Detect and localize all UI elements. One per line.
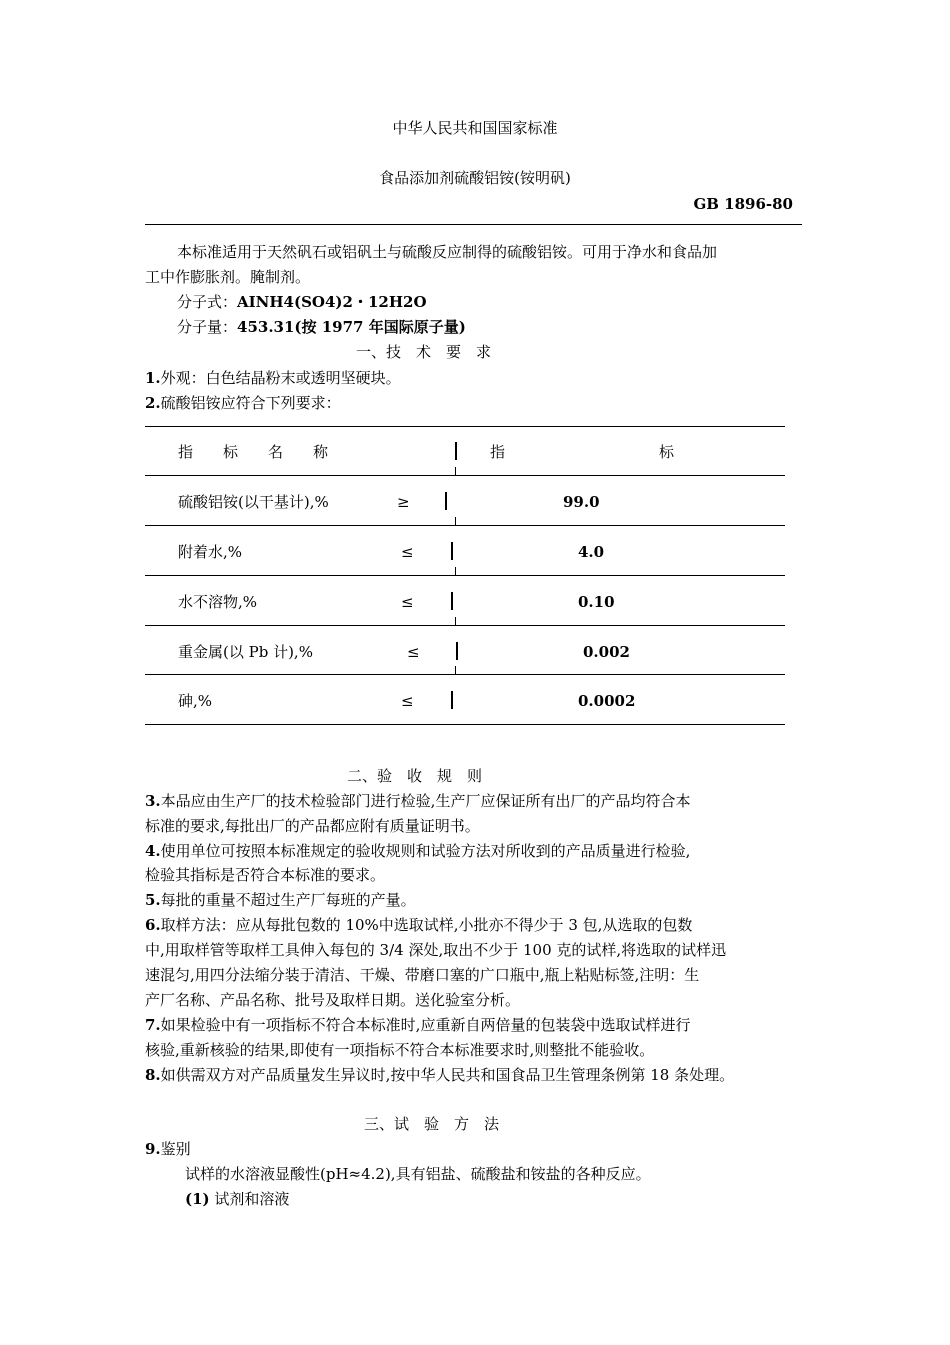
table-row-operator: ≤ [401, 593, 414, 611]
table-rule [145, 674, 785, 675]
table-rule [145, 625, 785, 626]
standard-code: GB 1896-80 [693, 195, 793, 213]
weight-value: 453.31(按 1977 年国际原子量) [237, 318, 466, 336]
clause-6-line-2: 中,用取样管等取样工具伸入每包的 3/4 深处,取出不少于 100 克的试样,将选取的试样迅 [145, 941, 727, 959]
column-divider [445, 492, 447, 510]
clause-3-line-1 [145, 791, 690, 811]
table-header-value-right: 标 [659, 443, 675, 461]
column-tick [455, 467, 456, 475]
clause-8-line-1 [145, 1065, 734, 1085]
clause-9-label: 鉴别 [160, 1140, 191, 1158]
table-row-operator: ≤ [401, 692, 414, 710]
scope-line-2: 工中作膨胀剂。腌制剂。 [145, 268, 311, 286]
table-row-name-text: 重金属(以 Pb 计),% [178, 643, 313, 661]
section-2-title: 二、验 收 规 则 [347, 767, 483, 785]
column-tick [455, 567, 456, 575]
table-row-name: 水不溶物,% [178, 593, 258, 611]
table-rule [145, 575, 785, 576]
clause-6-line-1 [145, 915, 692, 935]
column-tick [455, 517, 456, 525]
table-row-value: 99.0 [563, 493, 600, 511]
document-title: 食品添加剂硫酸铝铵(铵明矾) [379, 169, 571, 187]
table-rule [145, 475, 785, 476]
header-divider [145, 224, 802, 225]
clause-8-text: 如供需双方对产品质量发生异议时,按中华人民共和国食品卫生管理条例第 18 条处理。 [160, 1066, 735, 1084]
table-row-value: 4.0 [578, 543, 605, 561]
clause-8-number: 8. [145, 1066, 161, 1084]
item-2 [145, 393, 341, 413]
clause-7-line-2: 核验,重新核验的结果,即使有一项指标不符合本标准要求时,则整批不能验收。 [145, 1041, 655, 1059]
table-row-operator: ≤ [401, 543, 414, 561]
table-row-value: 0.0002 [578, 692, 636, 710]
table-rule [145, 426, 785, 427]
section-3-title: 三、试 验 方 法 [364, 1115, 500, 1133]
table-row-operator: ≥ [397, 493, 410, 511]
table-rule [145, 724, 785, 725]
clause-5-text: 每批的重量不超过生产厂每班的产量。 [160, 891, 416, 909]
clause-7-line-1 [145, 1015, 690, 1035]
column-divider [451, 691, 453, 709]
table-rule [145, 525, 785, 526]
clause-3-line-2: 标准的要求,每批出厂的产品都应附有质量证明书。 [145, 817, 480, 835]
section-1-title: 一、技 术 要 求 [356, 343, 492, 361]
scope-line-1: 本标准适用于天然矾石或铝矾土与硫酸反应制得的硫酸铝铵。可用于净水和食品加 [177, 243, 718, 261]
subclause-1-text: 试剂和溶液 [214, 1190, 290, 1208]
table-row-name: 砷,% [178, 692, 213, 710]
table-header-name: 指 标 名 称 [178, 443, 329, 461]
item-1-text: 外观：白色结晶粉末或透明坚硬块。 [160, 369, 401, 387]
molecular-formula [177, 292, 427, 312]
clause-7-number: 7. [145, 1016, 161, 1034]
weight-label: 分子量： [177, 318, 238, 336]
clause-9-text: 试样的水溶液显酸性(pH≈4.2),具有铝盐、硫酸盐和铵盐的各种反应。 [185, 1165, 651, 1183]
clause-5-line-1 [145, 890, 416, 910]
item-1 [145, 368, 401, 388]
column-divider [455, 442, 457, 460]
item-2-text: 硫酸铝铵应符合下列要求： [160, 394, 341, 412]
formula-label: 分子式： [177, 293, 238, 311]
subclause-1-number: (1) [185, 1190, 210, 1208]
clause-7-text: 如果检验中有一项指标不符合本标准时,应重新自两倍量的包装袋中选取试样进行 [160, 1016, 691, 1034]
molecular-weight [177, 317, 466, 337]
formula-value: AINH4(SO4)2・12H2O [237, 293, 427, 311]
clause-6-number: 6. [145, 916, 161, 934]
clause-5-number: 5. [145, 891, 161, 909]
table-row-name: 附着水,% [178, 543, 243, 561]
clause-6-line-4: 产厂名称、产品名称、批号及取样日期。送化验室分析。 [145, 991, 521, 1009]
clause-3-text: 本品应由生产厂的技术检验部门进行检验,生产厂应保证所有出厂的产品均符合本 [160, 792, 691, 810]
table-header-value-left: 指 [490, 443, 506, 461]
table-row-name: 硫酸铝铵(以干基计),% [178, 493, 329, 511]
clause-6-text: 取样方法：应从每批包数的 10%中选取试样,小批亦不得少于 3 包,从选取的包数 [160, 916, 693, 934]
column-divider [456, 642, 458, 660]
column-tick [455, 666, 456, 674]
column-tick [455, 617, 456, 625]
table-row-name [178, 642, 313, 662]
clause-9-number: 9. [145, 1140, 161, 1158]
clause-4-number: 4. [145, 842, 161, 860]
column-divider [451, 592, 453, 610]
item-1-number: 1. [145, 369, 161, 387]
table-row-value: 0.10 [578, 593, 615, 611]
standard-org: 中华人民共和国国家标准 [392, 119, 558, 137]
column-divider [451, 542, 453, 560]
clause-4-text: 使用单位可按照本标准规定的验收规则和试验方法对所收到的产品质量进行检验, [160, 842, 691, 860]
clause-6-line-3: 速混匀,用四分法缩分装于清洁、干燥、带磨口塞的广口瓶中,瓶上粘贴标签,注明：生 [145, 966, 700, 984]
table-row-operator: ≤ [407, 643, 420, 661]
table-row-value: 0.002 [583, 643, 630, 661]
clause-3-number: 3. [145, 792, 161, 810]
item-2-number: 2. [145, 394, 161, 412]
clause-4-line-2: 检验其指标是否符合本标准的要求。 [145, 866, 386, 884]
clause-4-line-1 [145, 841, 690, 861]
clause-9 [145, 1139, 191, 1159]
subclause-1 [185, 1189, 289, 1209]
